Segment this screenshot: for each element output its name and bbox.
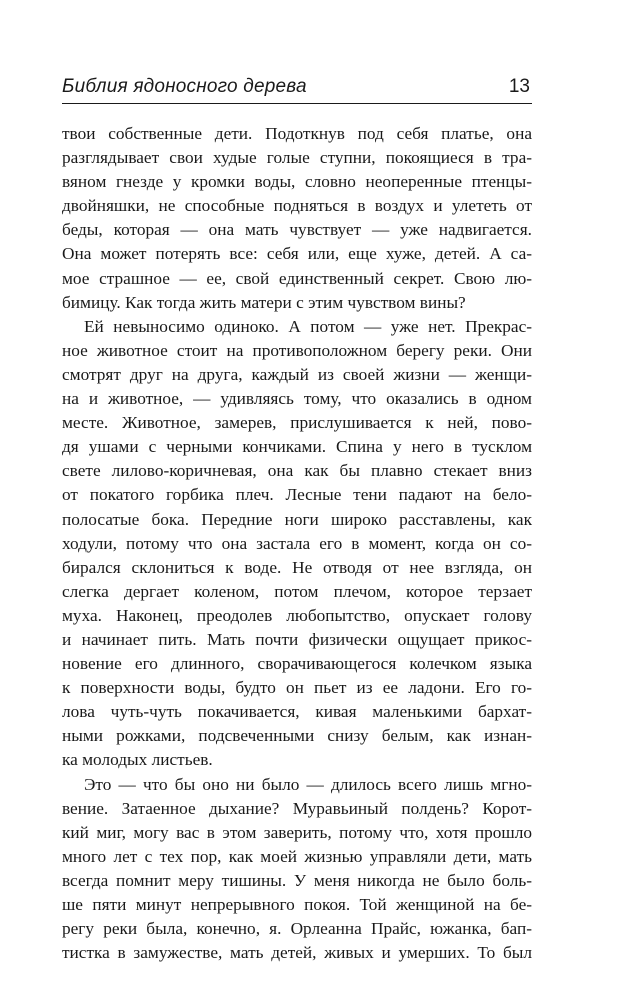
running-head	[62, 76, 532, 102]
text-line: и начинает пить. Мать почти физически ощущает прикос-	[62, 629, 532, 649]
text-line: к поверхности воды, будто он пьет из ее ладони. Его го-	[62, 678, 532, 698]
text-line: кий миг, могу вас в этом заверить, потому что, хотя прошло	[62, 822, 532, 842]
text-line: месте. Животное, замерев, прислушивается к ней, пово-	[62, 413, 532, 433]
text-line: беды, которая — она мать чувствует — уже надвигается.	[62, 220, 532, 240]
text-line: новение его длинного, сворачивающегося колечком языка	[62, 654, 532, 674]
text-line: разглядывает свои худые голые ступни, покоящиеся в тра-	[62, 148, 532, 168]
text-line: лова чуть-чуть покачивается, кивая маленькими бархат-	[62, 702, 532, 722]
text-line: регу реки была, конечно, я. Орлеанна Прайс, южанка, бап-	[62, 919, 532, 939]
text-line: много лет с тех пор, как моей жизнью управляли дети, мать	[62, 846, 532, 866]
text-line: бимицу. Как тогда жить матери с этим чувством вины?	[62, 292, 466, 312]
text-line: двойняшки, не способные подняться в воздух и улететь от	[62, 196, 532, 216]
text-line: ное животное стоит на противоположном берегу реки. Они	[62, 340, 532, 360]
text-line: на и животное, — удивляясь тому, что оказались в одном	[62, 389, 532, 409]
body-text	[62, 122, 532, 965]
text-line: вяном гнезде у кромки воды, словно неоперенные птенцы-	[62, 172, 532, 192]
paragraph-first-line: Это — что бы оно ни было — длилось всего лишь мгно-	[84, 774, 532, 794]
text-line: ка молодых листьев.	[62, 750, 213, 770]
text-line: мое страшное — ее, свой единственный секрет. Свою лю-	[62, 268, 532, 288]
text-line: ходули, потому что она застала его в момент, когда он со-	[62, 533, 532, 553]
text-line: свете лилово-коричневая, она как бы плавно стекает вниз	[62, 461, 532, 481]
text-line: бирался склониться к воде. Не отводя от нее взгляда, он	[62, 557, 532, 577]
text-line: вение. Затаенное дыхание? Муравьиный полдень? Корот-	[62, 798, 532, 818]
text-line: ше пяти минут непрерывного покоя. Той женщиной на бе-	[62, 895, 532, 914]
text-line: муха. Наконец, преодолев любопытство, опускает голову	[62, 605, 532, 625]
text-line: полосатые бока. Передние ноги широко расставлены, как	[62, 509, 532, 529]
book-title: Библия ядоносного дерева	[62, 76, 307, 97]
page-number: 13	[508, 76, 530, 97]
text-line: смотрят друг на друга, каждый из своей жизни — женщи-	[62, 364, 532, 384]
text-line: ными рожками, подсвеченными снизу белым, как изнан-	[62, 726, 532, 746]
text-line: Она может потерять все: себя или, еще хуже, детей. А са-	[62, 244, 532, 264]
header-rule	[62, 103, 532, 104]
text-line: от покатого горбика плеч. Лесные тени падают на бело-	[62, 485, 532, 505]
paragraph-first-line: Ей невыносимо одиноко. А потом — уже нет. Прекрас-	[84, 316, 532, 336]
text-line: дя ушами с черными кончиками. Спина у него в тусклом	[62, 437, 532, 457]
text-line: твои собственные дети. Подоткнув под себя платье, она	[62, 124, 532, 143]
text-line: слегка дергает коленом, потом плечом, которое терзает	[62, 581, 532, 601]
text-line: тистка в замужестве, мать детей, живых и умерших. То был	[62, 943, 532, 963]
text-line: всегда помнит меру тишины. У меня никогда не было боль-	[62, 870, 532, 890]
